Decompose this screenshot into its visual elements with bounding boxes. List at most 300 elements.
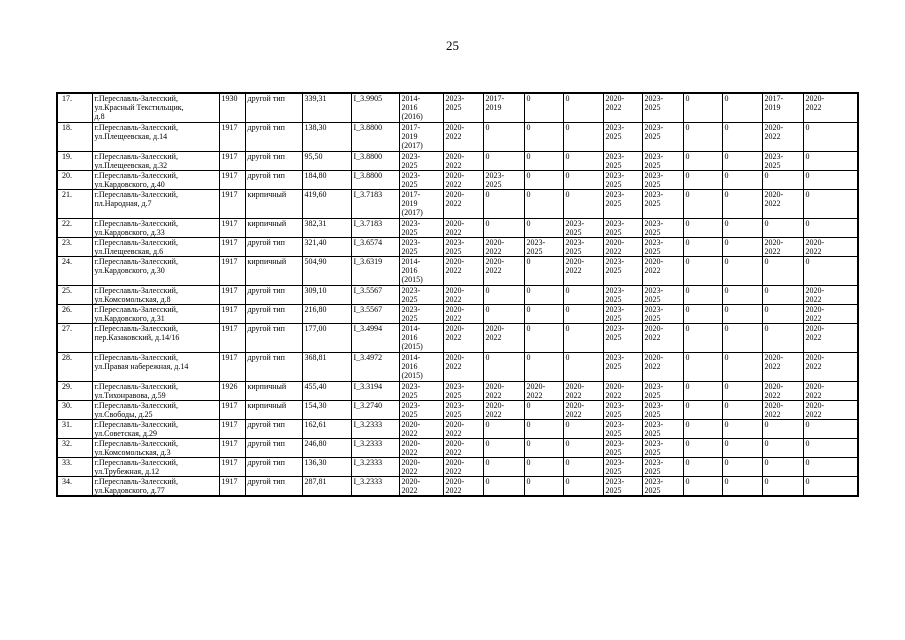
cell-period-3: 2020- 2022: [483, 237, 524, 256]
cell-period-6: 2023- 2025: [603, 151, 642, 170]
table-row: [57, 352, 858, 381]
cell-period-1: 2020- 2022: [399, 476, 443, 496]
table-row: [57, 93, 858, 122]
cell-period-9: 0: [722, 457, 762, 476]
cell-period-7: 2023- 2025: [642, 237, 683, 256]
cell-period-1: 2023- 2025: [399, 151, 443, 170]
cell-year-built: 1917: [219, 151, 245, 170]
cell-address: г.Переславль-Залесский, ул.Советская, д.29: [92, 419, 219, 438]
cell-period-5: 2020- 2022: [563, 256, 603, 285]
cell-period-10: 2020- 2022: [762, 400, 803, 419]
cell-period-2: 2023- 2025: [443, 381, 483, 400]
cell-period-4: 0: [524, 476, 563, 496]
cell-period-2: 2020- 2022: [443, 304, 483, 323]
cell-wall-type: другой тип: [245, 170, 302, 189]
cell-year-built: 1917: [219, 285, 245, 304]
cell-area: 321,40: [302, 237, 351, 256]
cell-period-9: 0: [722, 256, 762, 285]
cell-wall-type: другой тип: [245, 122, 302, 151]
cell-area: 136,30: [302, 457, 351, 476]
cell-period-11: 0: [803, 218, 858, 237]
cell-period-4: 0: [524, 285, 563, 304]
cell-period-6: 2020- 2022: [603, 237, 642, 256]
cell-period-9: 0: [722, 170, 762, 189]
cell-period-7: 2023- 2025: [642, 218, 683, 237]
table-row: [57, 122, 858, 151]
cell-period-4: 0: [524, 400, 563, 419]
cell-period-5: 0: [563, 476, 603, 496]
cell-period-5: 0: [563, 122, 603, 151]
table-row: [57, 170, 858, 189]
cell-index-code: I_3.8800: [351, 122, 399, 151]
cell-period-3: 0: [483, 419, 524, 438]
cell-period-1: 2023- 2025: [399, 381, 443, 400]
cell-period-7: 2023- 2025: [642, 457, 683, 476]
cell-area: 177,00: [302, 323, 351, 352]
cell-year-built: 1917: [219, 457, 245, 476]
cell-period-9: 0: [722, 381, 762, 400]
cell-period-11: 0: [803, 457, 858, 476]
cell-period-5: 2023- 2025: [563, 237, 603, 256]
cell-wall-type: другой тип: [245, 352, 302, 381]
cell-period-3: 0: [483, 151, 524, 170]
cell-period-1: 2020- 2022: [399, 438, 443, 457]
table-row: [57, 419, 858, 438]
cell-index-code: I_3.8800: [351, 151, 399, 170]
cell-period-10: 2023- 2025: [762, 151, 803, 170]
cell-period-3: 2020- 2022: [483, 400, 524, 419]
cell-period-9: 0: [722, 285, 762, 304]
cell-address: г.Переславль-Залесский, ул.Правая набережная, д.14: [92, 352, 219, 381]
cell-period-11: 2020- 2022: [803, 304, 858, 323]
cell-period-8: 0: [683, 189, 722, 218]
cell-period-7: 2020- 2022: [642, 352, 683, 381]
cell-period-4: 0: [524, 352, 563, 381]
cell-period-11: 0: [803, 122, 858, 151]
cell-period-3: 2023- 2025: [483, 170, 524, 189]
cell-period-8: 0: [683, 304, 722, 323]
cell-period-1: 2014- 2016 (2015): [399, 256, 443, 285]
cell-index-code: I_3.4972: [351, 352, 399, 381]
cell-period-1: 2017- 2019 (2017): [399, 189, 443, 218]
table-row: [57, 151, 858, 170]
cell-wall-type: другой тип: [245, 237, 302, 256]
cell-period-7: 2023- 2025: [642, 400, 683, 419]
cell-address: г.Переславль-Залесский, ул.Кардовского, д.33: [92, 218, 219, 237]
cell-period-9: 0: [722, 218, 762, 237]
cell-index-code: I_3.7183: [351, 218, 399, 237]
cell-address: г.Переславль-Залесский, ул.Кардовского, д.31: [92, 304, 219, 323]
cell-period-3: 0: [483, 352, 524, 381]
cell-period-9: 0: [722, 438, 762, 457]
cell-area: 154,30: [302, 400, 351, 419]
cell-row-number: 25.: [57, 285, 92, 304]
cell-period-3: 0: [483, 304, 524, 323]
cell-period-5: 0: [563, 151, 603, 170]
cell-period-4: 0: [524, 93, 563, 122]
cell-period-2: 2020- 2022: [443, 189, 483, 218]
cell-period-4: 0: [524, 457, 563, 476]
table-row: [57, 438, 858, 457]
cell-area: 455,40: [302, 381, 351, 400]
cell-period-9: 0: [722, 352, 762, 381]
cell-period-8: 0: [683, 170, 722, 189]
cell-period-6: 2023- 2025: [603, 122, 642, 151]
cell-period-9: 0: [722, 419, 762, 438]
cell-period-6: 2023- 2025: [603, 352, 642, 381]
cell-index-code: I_3.5567: [351, 285, 399, 304]
cell-period-6: 2023- 2025: [603, 438, 642, 457]
cell-period-6: 2023- 2025: [603, 419, 642, 438]
cell-row-number: 28.: [57, 352, 92, 381]
housing-register-table: [56, 92, 859, 497]
cell-address: г.Переславль-Залесский, ул.Тихонравова, д.59: [92, 381, 219, 400]
cell-wall-type: кирпичный: [245, 381, 302, 400]
cell-wall-type: другой тип: [245, 323, 302, 352]
cell-period-5: 0: [563, 189, 603, 218]
cell-period-6: 2023- 2025: [603, 304, 642, 323]
cell-index-code: I_3.4994: [351, 323, 399, 352]
cell-year-built: 1917: [219, 237, 245, 256]
cell-address: г.Переславль-Залесский, пл.Народная, д.7: [92, 189, 219, 218]
table-row: [57, 237, 858, 256]
cell-row-number: 22.: [57, 218, 92, 237]
cell-period-6: 2023- 2025: [603, 400, 642, 419]
cell-period-10: 0: [762, 476, 803, 496]
table-row: [57, 304, 858, 323]
cell-row-number: 24.: [57, 256, 92, 285]
cell-period-8: 0: [683, 93, 722, 122]
cell-address: г.Переславль-Залесский, ул.Трубежная, д.12: [92, 457, 219, 476]
cell-period-7: 2023- 2025: [642, 476, 683, 496]
cell-period-1: 2020- 2022: [399, 457, 443, 476]
cell-period-10: 0: [762, 323, 803, 352]
cell-wall-type: кирпичный: [245, 218, 302, 237]
cell-year-built: 1917: [219, 122, 245, 151]
cell-row-number: 23.: [57, 237, 92, 256]
cell-area: 309,10: [302, 285, 351, 304]
cell-period-11: 0: [803, 189, 858, 218]
cell-period-10: 2017- 2019: [762, 93, 803, 122]
cell-period-7: 2020- 2022: [642, 256, 683, 285]
cell-period-7: 2023- 2025: [642, 438, 683, 457]
cell-period-6: 2020- 2022: [603, 93, 642, 122]
cell-row-number: 18.: [57, 122, 92, 151]
cell-address: г.Переславль-Залесский, ул.Свободы, д.25: [92, 400, 219, 419]
cell-period-7: 2023- 2025: [642, 304, 683, 323]
cell-period-9: 0: [722, 304, 762, 323]
table-row: [57, 323, 858, 352]
cell-area: 95,50: [302, 151, 351, 170]
cell-period-5: 0: [563, 304, 603, 323]
cell-area: 216,80: [302, 304, 351, 323]
cell-period-1: 2023- 2025: [399, 170, 443, 189]
cell-period-6: 2023- 2025: [603, 218, 642, 237]
cell-row-number: 33.: [57, 457, 92, 476]
cell-period-10: 2020- 2022: [762, 122, 803, 151]
cell-row-number: 21.: [57, 189, 92, 218]
cell-period-6: 2020- 2022: [603, 381, 642, 400]
cell-index-code: I_3.8800: [351, 170, 399, 189]
cell-period-6: 2023- 2025: [603, 170, 642, 189]
cell-period-8: 0: [683, 122, 722, 151]
cell-area: 504,90: [302, 256, 351, 285]
cell-period-8: 0: [683, 476, 722, 496]
cell-period-8: 0: [683, 323, 722, 352]
cell-period-2: 2020- 2022: [443, 256, 483, 285]
cell-wall-type: другой тип: [245, 457, 302, 476]
cell-period-3: 0: [483, 122, 524, 151]
cell-period-3: 2017- 2019: [483, 93, 524, 122]
cell-period-1: 2023- 2025: [399, 285, 443, 304]
cell-row-number: 29.: [57, 381, 92, 400]
cell-year-built: 1917: [219, 400, 245, 419]
cell-year-built: 1917: [219, 304, 245, 323]
cell-period-3: 0: [483, 476, 524, 496]
cell-period-9: 0: [722, 323, 762, 352]
cell-period-5: 2020- 2022: [563, 400, 603, 419]
cell-period-4: 0: [524, 438, 563, 457]
cell-period-11: 0: [803, 170, 858, 189]
cell-period-9: 0: [722, 122, 762, 151]
cell-period-1: 2014- 2016 (2015): [399, 352, 443, 381]
cell-area: 138,30: [302, 122, 351, 151]
cell-index-code: I_3.2333: [351, 438, 399, 457]
cell-index-code: I_3.2333: [351, 419, 399, 438]
cell-area: 419,60: [302, 189, 351, 218]
cell-period-10: 2020- 2022: [762, 237, 803, 256]
cell-period-4: 0: [524, 151, 563, 170]
cell-wall-type: другой тип: [245, 419, 302, 438]
cell-period-7: 2023- 2025: [642, 170, 683, 189]
table-row: [57, 285, 858, 304]
cell-address: г.Переславль-Залесский, ул.Кардовского, д.40: [92, 170, 219, 189]
cell-year-built: 1917: [219, 218, 245, 237]
cell-period-4: 0: [524, 323, 563, 352]
cell-period-3: 0: [483, 285, 524, 304]
cell-period-4: 0: [524, 419, 563, 438]
cell-period-10: 0: [762, 218, 803, 237]
cell-period-4: 2023- 2025: [524, 237, 563, 256]
cell-period-11: 0: [803, 151, 858, 170]
cell-period-8: 0: [683, 285, 722, 304]
cell-period-11: 2020- 2022: [803, 352, 858, 381]
cell-year-built: 1917: [219, 438, 245, 457]
table-row: [57, 381, 858, 400]
cell-period-6: 2023- 2025: [603, 476, 642, 496]
cell-period-4: 2020- 2022: [524, 381, 563, 400]
cell-index-code: I_3.6319: [351, 256, 399, 285]
cell-area: 246,80: [302, 438, 351, 457]
cell-index-code: I_3.7183: [351, 189, 399, 218]
cell-period-11: 0: [803, 256, 858, 285]
cell-period-8: 0: [683, 457, 722, 476]
cell-year-built: 1917: [219, 476, 245, 496]
cell-period-5: 2020- 2022: [563, 381, 603, 400]
cell-period-3: 2020- 2022: [483, 381, 524, 400]
cell-year-built: 1930: [219, 93, 245, 122]
cell-area: 368,81: [302, 352, 351, 381]
cell-period-2: 2020- 2022: [443, 419, 483, 438]
cell-period-5: 0: [563, 285, 603, 304]
cell-index-code: I_3.2333: [351, 476, 399, 496]
cell-row-number: 30.: [57, 400, 92, 419]
cell-period-11: 2020- 2022: [803, 400, 858, 419]
cell-period-9: 0: [722, 476, 762, 496]
cell-period-6: 2023- 2025: [603, 256, 642, 285]
cell-period-3: 2020- 2022: [483, 323, 524, 352]
cell-area: 184,80: [302, 170, 351, 189]
cell-period-2: 2020- 2022: [443, 285, 483, 304]
cell-period-2: 2023- 2025: [443, 237, 483, 256]
cell-period-10: 0: [762, 304, 803, 323]
cell-address: г.Переславль-Залесский, ул.Плещеевская, д.6: [92, 237, 219, 256]
table-row: [57, 400, 858, 419]
cell-year-built: 1917: [219, 170, 245, 189]
table-row: [57, 218, 858, 237]
cell-period-2: 2020- 2022: [443, 323, 483, 352]
cell-wall-type: кирпичный: [245, 189, 302, 218]
cell-row-number: 20.: [57, 170, 92, 189]
cell-period-10: 0: [762, 256, 803, 285]
cell-period-6: 2023- 2025: [603, 323, 642, 352]
cell-period-5: 0: [563, 170, 603, 189]
cell-year-built: 1917: [219, 323, 245, 352]
cell-area: 162,61: [302, 419, 351, 438]
cell-period-9: 0: [722, 151, 762, 170]
cell-period-10: 0: [762, 457, 803, 476]
cell-period-2: 2023- 2025: [443, 400, 483, 419]
cell-period-7: 2023- 2025: [642, 122, 683, 151]
cell-period-1: 2023- 2025: [399, 304, 443, 323]
cell-period-9: 0: [722, 93, 762, 122]
cell-row-number: 34.: [57, 476, 92, 496]
cell-wall-type: другой тип: [245, 151, 302, 170]
cell-period-8: 0: [683, 352, 722, 381]
cell-period-2: 2020- 2022: [443, 457, 483, 476]
cell-period-7: 2023- 2025: [642, 381, 683, 400]
page-number: 25: [446, 38, 459, 53]
cell-period-6: 2023- 2025: [603, 285, 642, 304]
table-row: [57, 457, 858, 476]
cell-period-10: 2020- 2022: [762, 352, 803, 381]
cell-row-number: 27.: [57, 323, 92, 352]
cell-wall-type: другой тип: [245, 93, 302, 122]
cell-period-8: 0: [683, 438, 722, 457]
cell-period-2: 2020- 2022: [443, 151, 483, 170]
cell-period-5: 0: [563, 93, 603, 122]
cell-period-10: 0: [762, 285, 803, 304]
cell-period-11: 0: [803, 419, 858, 438]
cell-period-2: 2020- 2022: [443, 438, 483, 457]
cell-index-code: I_3.6574: [351, 237, 399, 256]
cell-year-built: 1926: [219, 381, 245, 400]
cell-address: г.Переславль-Залесский, пер.Казаковский, д.14/16: [92, 323, 219, 352]
cell-address: г.Переславль-Залесский, ул.Красный Текстильщик, д.8: [92, 93, 219, 122]
cell-period-7: 2023- 2025: [642, 93, 683, 122]
cell-period-8: 0: [683, 151, 722, 170]
cell-address: г.Переславль-Залесский, ул.Плещеевская, д.32: [92, 151, 219, 170]
cell-period-1: 2014- 2016 (2016): [399, 93, 443, 122]
cell-year-built: 1917: [219, 419, 245, 438]
cell-period-11: 2020- 2022: [803, 237, 858, 256]
cell-area: 287,81: [302, 476, 351, 496]
cell-period-4: 0: [524, 170, 563, 189]
cell-wall-type: другой тип: [245, 476, 302, 496]
cell-wall-type: кирпичный: [245, 256, 302, 285]
cell-period-3: 2020- 2022: [483, 256, 524, 285]
cell-period-3: 0: [483, 457, 524, 476]
cell-period-6: 2023- 2025: [603, 457, 642, 476]
cell-period-5: 2023- 2025: [563, 218, 603, 237]
cell-period-7: 2023- 2025: [642, 419, 683, 438]
cell-row-number: 19.: [57, 151, 92, 170]
cell-period-10: 2020- 2022: [762, 189, 803, 218]
cell-period-11: 2020- 2022: [803, 93, 858, 122]
cell-period-1: 2023- 2025: [399, 400, 443, 419]
cell-period-11: 2020- 2022: [803, 285, 858, 304]
cell-period-4: 0: [524, 122, 563, 151]
cell-period-1: 2023- 2025: [399, 237, 443, 256]
cell-address: г.Переславль-Залесский, ул.Плещеевская, д.14: [92, 122, 219, 151]
table-row: [57, 256, 858, 285]
cell-period-2: 2020- 2022: [443, 170, 483, 189]
cell-year-built: 1917: [219, 352, 245, 381]
cell-period-5: 0: [563, 438, 603, 457]
table-row: [57, 476, 858, 496]
cell-index-code: I_3.2740: [351, 400, 399, 419]
cell-period-5: 0: [563, 419, 603, 438]
cell-period-11: 0: [803, 438, 858, 457]
cell-period-4: 0: [524, 218, 563, 237]
cell-index-code: I_3.5567: [351, 304, 399, 323]
cell-period-11: 0: [803, 476, 858, 496]
cell-row-number: 26.: [57, 304, 92, 323]
cell-period-7: 2023- 2025: [642, 285, 683, 304]
cell-period-1: 2023- 2025: [399, 218, 443, 237]
cell-period-10: 2020- 2022: [762, 381, 803, 400]
cell-row-number: 31.: [57, 419, 92, 438]
cell-period-3: 0: [483, 189, 524, 218]
cell-period-7: 2020- 2022: [642, 323, 683, 352]
cell-period-9: 0: [722, 400, 762, 419]
cell-period-10: 0: [762, 170, 803, 189]
cell-period-11: 2020- 2022: [803, 323, 858, 352]
cell-row-number: 32.: [57, 438, 92, 457]
cell-period-1: 2020- 2022: [399, 419, 443, 438]
cell-period-4: 0: [524, 304, 563, 323]
cell-address: г.Переславль-Залесский, ул.Комсомольская, д.3: [92, 438, 219, 457]
cell-period-3: 0: [483, 218, 524, 237]
cell-period-8: 0: [683, 218, 722, 237]
cell-wall-type: другой тип: [245, 285, 302, 304]
cell-area: 339,31: [302, 93, 351, 122]
cell-year-built: 1917: [219, 256, 245, 285]
cell-period-5: 0: [563, 457, 603, 476]
cell-period-5: 0: [563, 323, 603, 352]
cell-period-6: 2023- 2025: [603, 189, 642, 218]
cell-period-1: 2014- 2016 (2015): [399, 323, 443, 352]
cell-period-2: 2020- 2022: [443, 122, 483, 151]
cell-period-1: 2017- 2019 (2017): [399, 122, 443, 151]
cell-wall-type: другой тип: [245, 304, 302, 323]
cell-index-code: I_3.9905: [351, 93, 399, 122]
cell-wall-type: другой тип: [245, 438, 302, 457]
cell-period-4: 0: [524, 189, 563, 218]
cell-wall-type: кирпичный: [245, 400, 302, 419]
cell-period-8: 0: [683, 237, 722, 256]
cell-index-code: I_3.2333: [351, 457, 399, 476]
